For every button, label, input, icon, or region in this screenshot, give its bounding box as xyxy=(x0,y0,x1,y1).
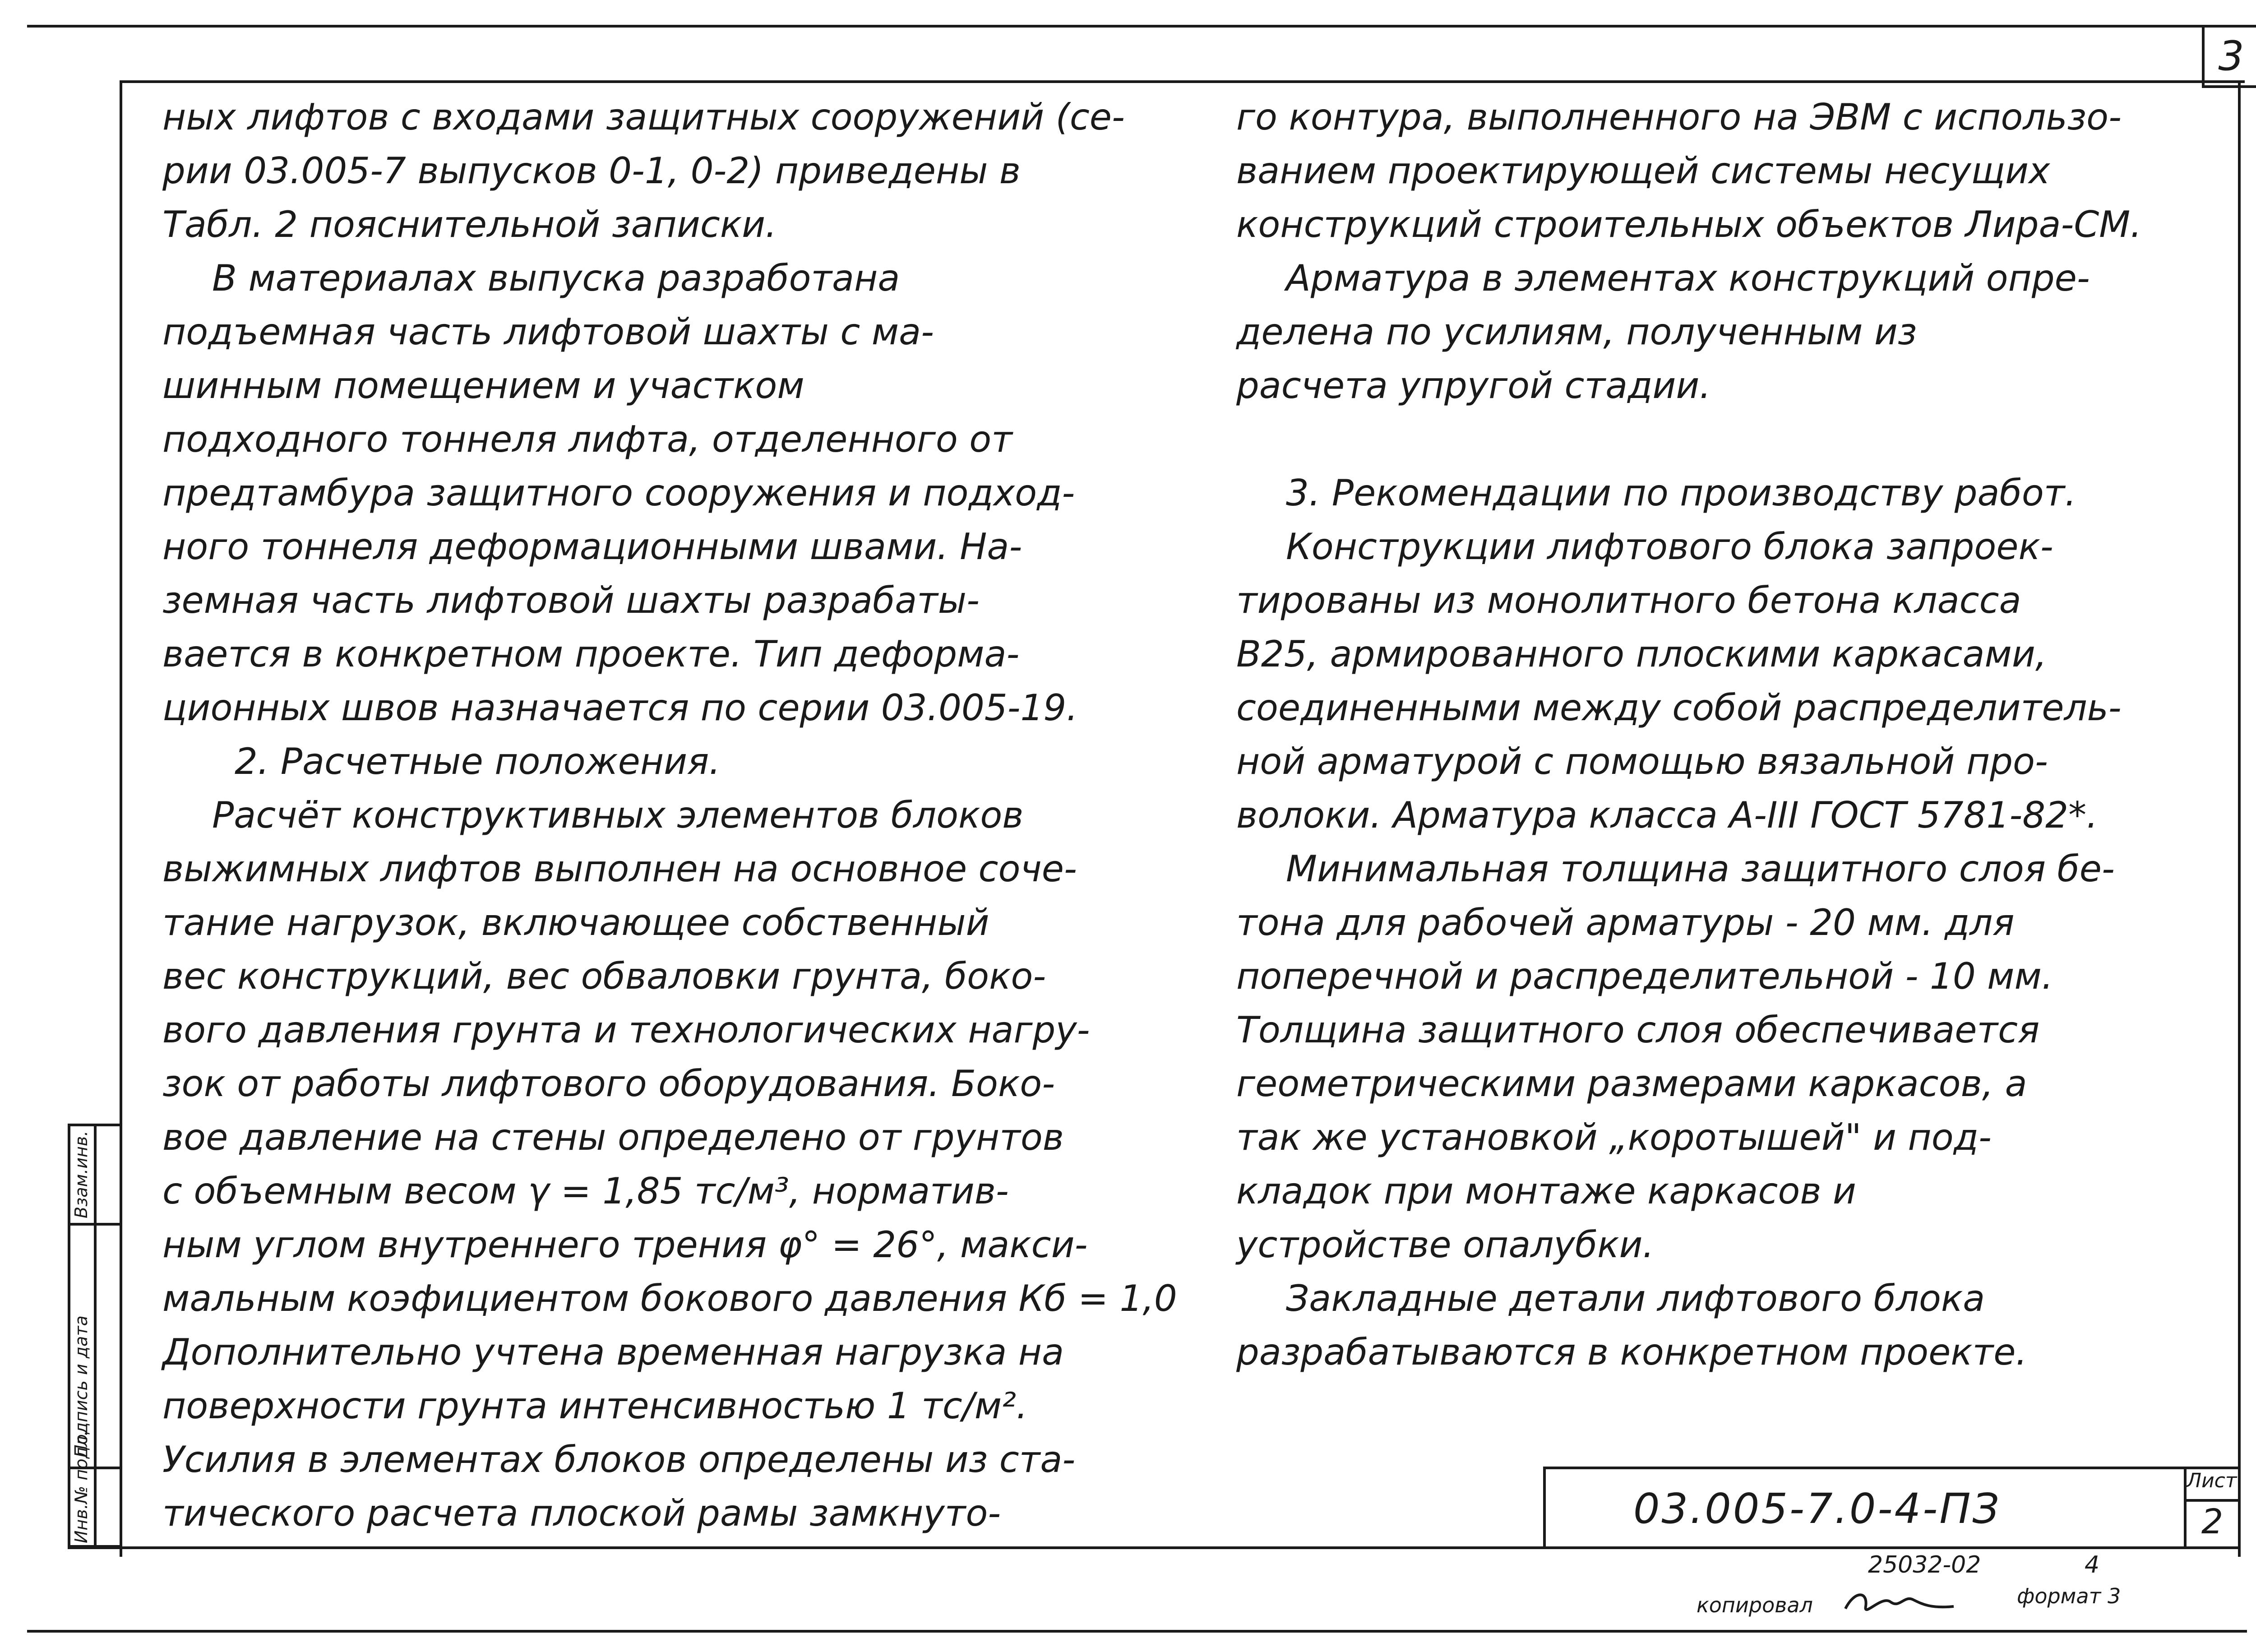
right-line: конструкций строительных объектов Лира-СМ. xyxy=(1236,204,2142,245)
right-line: так же установкой „коротышей" и под- xyxy=(1236,1116,1992,1158)
left-line: рии 03.005-7 выпусков 0-1, 0-2) приведены в xyxy=(162,150,1021,192)
left-line: земная часть лифтовой шахты разрабаты- xyxy=(162,579,980,621)
sheet-number: 2 xyxy=(2201,1501,2224,1541)
right-line: В25, армированного плоскими каркасами, xyxy=(1236,633,2047,675)
corner-page-number: 3 xyxy=(2218,32,2244,80)
side-stamp-divider xyxy=(94,1124,97,1548)
outer-bottom-line xyxy=(27,1630,2247,1633)
left-text-column xyxy=(162,90,1177,1540)
right-line: поперечной и распределительной - 10 мм. xyxy=(1236,955,2053,997)
left-line: ционных швов назначается по серии 03.005-19. xyxy=(162,687,1078,729)
side-stamp-replace-inv: Взам.инв. xyxy=(71,1130,91,1218)
right-line: устройстве опалубки. xyxy=(1236,1224,1654,1266)
left-line: вого давления грунта и технологических нагру- xyxy=(162,1009,1090,1051)
left-line: подъемная часть лифтовой шахты с ма- xyxy=(162,311,934,353)
right-border-line xyxy=(2238,80,2241,1557)
right-line: кладок при монтаже каркасов и xyxy=(1236,1170,1856,1212)
left-line: Табл. 2 пояснительной записки. xyxy=(162,204,777,245)
left-line: ного тоннеля деформационными швами. На- xyxy=(162,526,1022,568)
left-line: выжимных лифтов выполнен на основное соче- xyxy=(162,848,1077,890)
right-line: го контура, выполненного на ЭВМ с использо- xyxy=(1236,96,2122,138)
inner-top-border-line xyxy=(120,80,2245,83)
format-label: формат 3 xyxy=(2017,1584,2121,1608)
right-line: Закладные детали лифтового блока xyxy=(1286,1277,1985,1319)
right-line: Минимальная толщина защитного слоя бе- xyxy=(1286,848,2115,890)
left-line: ных лифтов с входами защитных сооружений (се- xyxy=(162,96,1125,138)
copied-by-label: копировал xyxy=(1697,1593,1813,1617)
right-line: ванием проектирующей системы несущих xyxy=(1236,150,2050,192)
section-heading: 2. Расчетные положения. xyxy=(235,740,721,782)
right-line: делена по усилиям, полученным из xyxy=(1236,311,1917,353)
right-text-column xyxy=(1236,90,2142,1379)
left-line: Дополнительно учтена временная нагрузка на xyxy=(162,1331,1064,1373)
right-line: тированы из монолитного бетона класса xyxy=(1236,579,2021,621)
side-stamp-inv-no: Инв.№ подл. xyxy=(71,1430,91,1543)
right-line: геометрическими размерами каркасов, а xyxy=(1236,1063,2027,1105)
document-code: 03.005-7.0-4-ПЗ xyxy=(1633,1485,2001,1533)
left-line: поверхности грунта интенсивностью 1 тс/м². xyxy=(162,1385,1028,1427)
left-line: шинным помещением и участком xyxy=(162,365,804,407)
left-line: зок от работы лифтового оборудования. Боко- xyxy=(162,1063,1055,1105)
right-line: Толщина защитного слоя обеспечивается xyxy=(1236,1009,2040,1051)
right-line: волоки. Арматура класса А-III ГОСТ 5781-82*. xyxy=(1236,794,2098,836)
left-line: вес конструкций, вес обваловки грунта, боко- xyxy=(162,955,1046,997)
archive-number: 25032-02 xyxy=(1868,1551,1981,1578)
archive-suffix: 4 xyxy=(2085,1551,2100,1578)
right-line: тона для рабочей арматуры - 20 мм. для xyxy=(1236,902,2015,944)
right-line: ной арматурой с помощью вязальной про- xyxy=(1236,740,2048,782)
left-line: вое давление на стены определено от грунтов xyxy=(162,1116,1064,1158)
left-line: мальным коэфициентом бокового давления Кб = 1,0 xyxy=(162,1277,1177,1319)
right-line: расчета упругой стадии. xyxy=(1236,365,1711,407)
left-line: предтамбура защитного сооружения и подход- xyxy=(162,472,1075,514)
left-line: с объемным весом γ = 1,85 тс/м³, норматив- xyxy=(162,1170,1009,1212)
left-line: тического расчета плоской рамы замкнуто- xyxy=(162,1492,1001,1534)
left-line: Расчёт конструктивных элементов блоков xyxy=(212,794,1024,836)
side-stamp-signature-date: Подпись и дата xyxy=(71,1315,91,1458)
left-line: вается в конкретном проекте. Тип деформа- xyxy=(162,633,1020,675)
sheet-label: Лист xyxy=(2187,1469,2237,1492)
right-line: разрабатываются в конкретном проекте. xyxy=(1236,1331,2027,1373)
left-line: В материалах выпуска разработана xyxy=(212,257,900,299)
left-line: подходного тоннеля лифта, отделенного от xyxy=(162,418,1012,460)
copier-signature xyxy=(1841,1582,1958,1622)
left-line: ным углом внутреннего трения φ° = 26°, макси- xyxy=(162,1224,1088,1266)
side-stamp-separator-1 xyxy=(68,1223,122,1226)
right-line: соединенными между собой распределитель- xyxy=(1236,687,2122,729)
right-line: Конструкции лифтового блока запроек- xyxy=(1286,526,2053,568)
left-line: Усилия в элементах блоков определены из ста- xyxy=(162,1439,1076,1481)
top-border-line xyxy=(27,25,2247,28)
right-line: Арматура в элементах конструкций опре- xyxy=(1286,257,2090,299)
section-heading: 3. Рекомендации по производству работ. xyxy=(1286,472,2076,514)
right-line-spacer xyxy=(1236,412,2142,466)
left-line: тание нагрузок, включающее собственный xyxy=(162,902,989,944)
